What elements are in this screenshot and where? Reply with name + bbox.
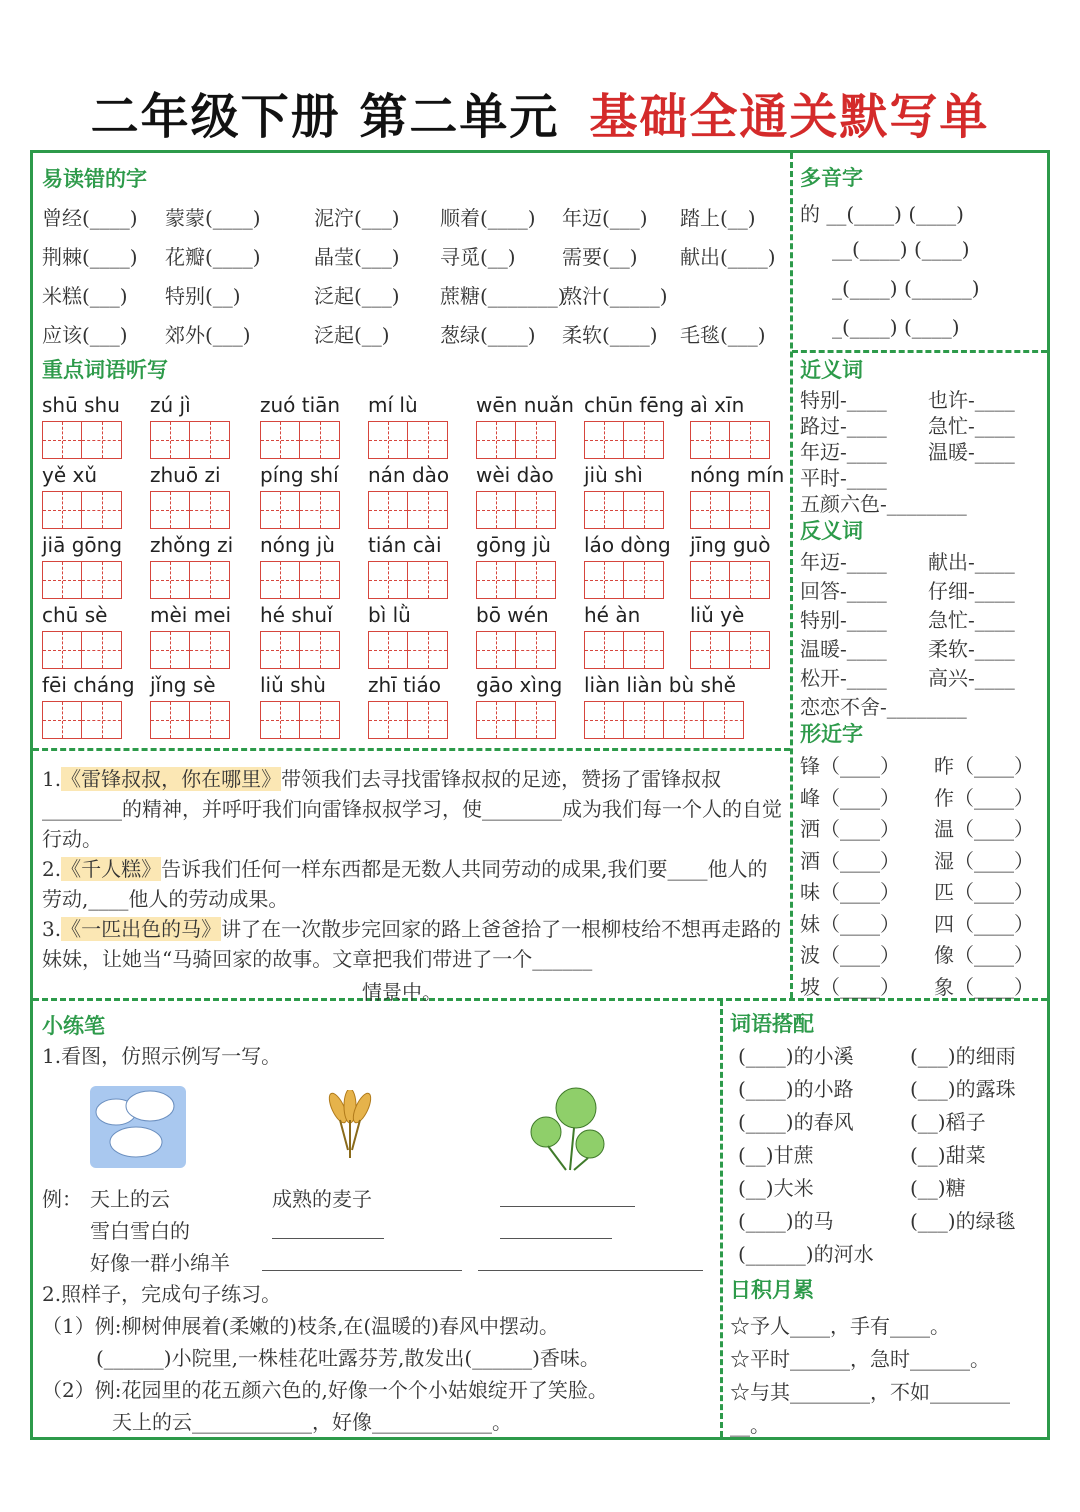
pinyin-label: nán dào — [368, 463, 450, 487]
yidu-item: 郊外(___) — [165, 323, 251, 347]
tianzige-box[interactable] — [624, 631, 664, 669]
tianzige-box-group — [690, 491, 770, 529]
tianzige-box[interactable] — [476, 421, 516, 459]
pinyin-label: zhǒng zi — [150, 533, 234, 557]
pinyin-label: jīng guò — [690, 533, 771, 557]
tianzige-box[interactable] — [260, 421, 300, 459]
tianzige-box[interactable] — [408, 491, 448, 529]
xingjin-item: 波（____） — [800, 943, 900, 967]
tianzige-box-group — [690, 421, 770, 459]
sentence-example-2: （2）例:花园里的花五颜六色的,好像一个个小姑娘绽开了笑脸。 — [42, 1378, 608, 1402]
blank-line — [500, 1238, 612, 1239]
blank-line — [500, 1206, 635, 1207]
fanyi-item: 柔软-____ — [928, 637, 1015, 661]
dapei-item: (______)的河水 — [738, 1242, 874, 1266]
pinyin-label: mèi mei — [150, 603, 232, 627]
xingjin-item: 锋（____） — [800, 754, 900, 778]
pinyin-label: gōng jù — [476, 533, 551, 557]
yidu-item: 泛起(__) — [314, 323, 390, 347]
section-title-duoyin: 多音字 — [800, 166, 863, 190]
pinyin-label: gāo xìng — [476, 673, 563, 697]
tianzige-box[interactable] — [476, 701, 516, 739]
tianzige-box-group — [584, 631, 664, 669]
fanyi-item: 高兴-____ — [928, 666, 1015, 690]
tianzige-box[interactable] — [300, 421, 340, 459]
tianzige-box-group — [42, 631, 122, 669]
dapei-item: (___)的露珠 — [910, 1077, 1016, 1101]
fanyi-item: 特别-____ — [800, 608, 887, 632]
pinyin-label: yě xǔ — [42, 463, 98, 487]
section-title-riji: 日积月累 — [730, 1278, 814, 1302]
tianzige-box-group — [150, 491, 230, 529]
dapei-item: (___)的细雨 — [910, 1044, 1016, 1068]
yidu-item: 顺着(____) — [440, 206, 536, 230]
tianzige-box-group — [690, 561, 770, 599]
tianzige-box[interactable] — [624, 421, 664, 459]
pinyin-label: nóng mín — [690, 463, 785, 487]
tianzige-box[interactable] — [150, 631, 190, 669]
tianzige-box-group — [476, 701, 556, 739]
pinyin-label: wèi dào — [476, 463, 554, 487]
tianzige-box-group — [150, 561, 230, 599]
duoyin-line: __(____) (____) — [832, 237, 970, 261]
tianzige-box[interactable] — [476, 631, 516, 669]
tianzige-box[interactable] — [690, 421, 730, 459]
jinyi-item: 急忙-____ — [928, 414, 1015, 438]
yidu-item: 蔗糖(_______) — [440, 284, 566, 308]
tianzige-box-group — [476, 491, 556, 529]
example-cloud: 天上的云 — [90, 1187, 170, 1211]
pinyin-label: jǐng sè — [150, 673, 216, 697]
tianzige-box[interactable] — [624, 701, 664, 739]
tianzige-box-group — [150, 631, 230, 669]
tianzige-box[interactable] — [300, 561, 340, 599]
tianzige-box[interactable] — [42, 421, 82, 459]
dapei-item: (__)甜菜 — [910, 1143, 986, 1167]
tianzige-box[interactable] — [300, 491, 340, 529]
pinyin-label: zuó tiān — [260, 393, 341, 417]
tianzige-box[interactable] — [476, 491, 516, 529]
tianzige-box[interactable] — [42, 701, 82, 739]
tianzige-box[interactable] — [584, 561, 624, 599]
section-title-xingjin: 形近字 — [800, 722, 863, 746]
xingjin-item: 妹（____） — [800, 911, 900, 936]
tianzige-box-group — [368, 491, 448, 529]
fanyi-item: 献出-____ — [928, 550, 1015, 574]
tianzige-box[interactable] — [476, 561, 516, 599]
tianzige-box[interactable] — [516, 491, 556, 529]
tianzige-box-group — [42, 421, 122, 459]
xingjin-item: 像（____） — [934, 943, 1034, 967]
tianzige-box[interactable] — [368, 701, 408, 739]
tianzige-box-group — [260, 421, 340, 459]
title-worksheet: 基础全通关默写单 — [589, 89, 990, 145]
xingjin-item: 作（____） — [934, 785, 1034, 810]
jinyi-item: 年迈-____ — [800, 440, 887, 464]
tianzige-box-group — [368, 561, 448, 599]
tianzige-box-group — [260, 631, 340, 669]
yidu-item: 米糕(___) — [42, 284, 128, 308]
divider-tingxie — [33, 748, 790, 751]
divider-bottom — [720, 1000, 723, 1437]
tianzige-box-group — [260, 561, 340, 599]
tianzige-box-group — [260, 701, 340, 739]
reading-item-2: 2.《千人糕》告诉我们任何一样东西都是无数人共同劳动的成果,我们要____他人的劳动,____他人的劳动成果。 — [42, 857, 768, 911]
xingjin-item: 昨（____） — [934, 754, 1034, 778]
xingjin-item: 坡（____） — [800, 974, 900, 999]
tianzige-box[interactable] — [584, 631, 624, 669]
yidu-item: 熬汁(_____) — [562, 284, 668, 308]
yidu-item: 年迈(___) — [562, 206, 648, 230]
xingjin-item: 温（____） — [934, 817, 1034, 841]
reading-item-3: 3.《一匹出色的马》讲了在一次散步完回家的路上爸爸拾了一根柳枝给不想再走路的妹妹，让她当“马骑回家的故事。文章把我们带进了一个______ — [42, 917, 782, 971]
xingjin-item: 四（____） — [934, 911, 1034, 936]
tianzige-box[interactable] — [150, 701, 190, 739]
pinyin-label: láo dòng — [584, 533, 671, 557]
jinyi-item: 平时-____ — [800, 466, 887, 490]
pinyin-label: bō wén — [476, 603, 549, 627]
divider-duoyin — [792, 350, 1047, 353]
fanyi-item: 温暖-____ — [800, 637, 887, 661]
pinyin-label: zhuō zi — [150, 463, 221, 487]
tianzige-box[interactable] — [42, 491, 82, 529]
tianzige-box[interactable] — [368, 491, 408, 529]
example-sheep: 好像一群小绵羊 — [90, 1251, 230, 1275]
tianzige-box-group — [42, 491, 122, 529]
blank-line — [478, 1270, 703, 1271]
tianzige-box-group — [476, 421, 556, 459]
yidu-item: 需要(__) — [562, 245, 638, 269]
riji-line-1: ☆予人____，手有____。 — [730, 1314, 950, 1338]
pinyin-label: chū sè — [42, 603, 108, 627]
yidu-item: 泛起(___) — [314, 284, 400, 308]
xingjin-item: 味（____） — [800, 880, 900, 904]
tianzige-box-group — [42, 561, 122, 599]
tianzige-box[interactable] — [82, 561, 122, 599]
example-snowwhite: 雪白雪白的 — [90, 1219, 190, 1243]
tianzige-box[interactable] — [190, 701, 230, 739]
sentence-task-1: (______)小院里,一株桂花吐露芬芳,散发出(______)香味。 — [96, 1346, 600, 1370]
tianzige-box-group — [368, 701, 448, 739]
pinyin-label: liǔ shù — [260, 673, 326, 697]
reading-item-1: 1.《雷锋叔叔，你在哪里》带领我们去寻找雷锋叔叔的足迹，赞扬了雷锋叔叔________的精神，并呼吁我们向雷锋叔叔学习，使________成为我们每一个人的自觉行动。 — [42, 767, 782, 851]
tianzige-box[interactable] — [690, 491, 730, 529]
tianzige-box[interactable] — [190, 561, 230, 599]
yidu-item: 荆棘(____) — [42, 245, 138, 269]
pinyin-label: zú jì — [150, 393, 191, 417]
yidu-item: 献出(____) — [680, 245, 776, 269]
tianzige-box[interactable] — [408, 631, 448, 669]
tianzige-box[interactable] — [516, 421, 556, 459]
tianzige-box[interactable] — [42, 561, 82, 599]
tianzige-box-group — [584, 701, 744, 739]
tianzige-box[interactable] — [300, 631, 340, 669]
tianzige-box[interactable] — [260, 491, 300, 529]
dapei-item: (____)的春风 — [738, 1110, 854, 1134]
yidu-item: 应该(___) — [42, 323, 128, 347]
tianzige-box-group — [42, 701, 122, 739]
dapei-item: (__)糖 — [910, 1176, 966, 1200]
fanyi-item: 仔细-____ — [928, 579, 1015, 603]
yidu-item: 泥泞(___) — [314, 206, 400, 230]
tianzige-box[interactable] — [150, 421, 190, 459]
tianzige-box-group — [260, 491, 340, 529]
lianbi-question-1: 1.看图，仿照示例写一写。 — [42, 1044, 282, 1068]
xingjin-item: 象（____） — [934, 974, 1034, 999]
example-label: 例： — [42, 1187, 82, 1211]
tianzige-box-group — [476, 631, 556, 669]
yidu-item: 葱绿(____) — [440, 323, 536, 347]
yidu-item: 特别(__) — [165, 284, 241, 308]
fanyi-item: 急忙-____ — [928, 608, 1015, 632]
tianzige-box[interactable] — [82, 491, 122, 529]
tianzige-box[interactable] — [190, 421, 230, 459]
tianzige-box[interactable] — [408, 701, 448, 739]
fanyi-item: 年迈-____ — [800, 550, 887, 574]
blank-line — [262, 1270, 462, 1271]
tianzige-box[interactable] — [516, 701, 556, 739]
yidu-item: 花瓣(____) — [165, 245, 261, 269]
tianzige-box[interactable] — [584, 701, 624, 739]
dapei-item: (____)的小溪 — [738, 1044, 854, 1068]
jinyi-item: 温暖-____ — [928, 440, 1015, 464]
divider-right-column — [790, 153, 793, 998]
pinyin-label: shū shu — [42, 393, 120, 417]
riji-line-2: ☆平时______，急时______。 — [730, 1347, 990, 1371]
xingjin-item: 洒（____） — [800, 817, 900, 841]
tianzige-box[interactable] — [260, 561, 300, 599]
section-title-jinyi: 近义词 — [800, 358, 863, 382]
sentence-example-1: （1）例:柳树伸展着(柔嫩的)枝条,在(温暖的)春风中摆动。 — [42, 1314, 560, 1338]
pinyin-label: chūn fēng — [584, 393, 685, 417]
xingjin-item: 匹（____） — [934, 880, 1034, 904]
tianzige-box-group — [368, 631, 448, 669]
tianzige-box-group — [150, 701, 230, 739]
dapei-item: (__)大米 — [738, 1176, 814, 1200]
tianzige-box[interactable] — [190, 491, 230, 529]
riji-line-3: ☆与其________，不如________ — [730, 1380, 1010, 1404]
jinyi-item: 也许-____ — [928, 388, 1015, 412]
section-title-yidu: 易读错的字 — [42, 167, 147, 191]
pinyin-label: jiā gōng — [42, 533, 123, 557]
fanyi-item: 回答-____ — [800, 579, 887, 603]
riji-line-4: __。 — [730, 1413, 770, 1437]
title-grade-unit: 二年级下册 第二单元 — [90, 89, 560, 145]
dapei-item: (____)的小路 — [738, 1077, 854, 1101]
wheat-picture — [318, 1090, 380, 1160]
tianzige-box[interactable] — [704, 701, 744, 739]
yidu-item: 蒙蒙(____) — [165, 206, 261, 230]
pinyin-label: fēi cháng — [42, 673, 135, 697]
tianzige-box[interactable] — [368, 631, 408, 669]
jinyi-item: 特别-____ — [800, 388, 887, 412]
section-title-tingxie: 重点词语听写 — [42, 358, 168, 382]
reading-item-3-end: 情景中。 — [362, 980, 442, 1004]
tianzige-box[interactable] — [82, 631, 122, 669]
cloud-picture — [88, 1082, 188, 1172]
dapei-item: (__)甘蔗 — [738, 1143, 814, 1167]
tianzige-box[interactable] — [408, 561, 448, 599]
pinyin-label: bì lǜ — [368, 603, 411, 627]
xingjin-item: 湿（____） — [934, 848, 1034, 873]
tianzige-box[interactable] — [584, 491, 624, 529]
tianzige-box[interactable] — [82, 421, 122, 459]
tianzige-box-group — [584, 561, 664, 599]
pinyin-label: zhī tiáo — [368, 673, 441, 697]
duoyin-line: 的 __(____) (____) — [800, 202, 964, 226]
jinyi-item: 五颜六色-________ — [800, 492, 967, 516]
pinyin-label: aì xīn — [690, 393, 745, 417]
yidu-item: 晶莹(___) — [314, 245, 400, 269]
tianzige-box[interactable] — [584, 421, 624, 459]
fanyi-item: 恋恋不舍-________ — [800, 695, 967, 719]
tianzige-box-group — [690, 631, 770, 669]
tianzige-box[interactable] — [690, 561, 730, 599]
tianzige-box[interactable] — [730, 491, 770, 529]
tianzige-box[interactable] — [150, 491, 190, 529]
pinyin-label: liàn liàn bù shě — [584, 673, 736, 697]
tianzige-box[interactable] — [624, 491, 664, 529]
duoyin-line: _(____) (______) — [832, 276, 980, 300]
tianzige-box[interactable] — [730, 421, 770, 459]
jinyi-item: 路过-____ — [800, 414, 887, 438]
tianzige-box[interactable] — [260, 631, 300, 669]
tianzige-box[interactable] — [730, 631, 770, 669]
tianzige-box[interactable] — [368, 421, 408, 459]
yidu-item: 曾经(____) — [42, 206, 138, 230]
pinyin-label: hé shuǐ — [260, 603, 333, 627]
section-title-dapei: 词语搭配 — [730, 1012, 814, 1036]
pinyin-label: liǔ yè — [690, 603, 745, 627]
duoyin-line: _(____) (____) — [832, 315, 960, 339]
pinyin-label: tián cài — [368, 533, 442, 557]
xingjin-item: 峰（____） — [800, 785, 900, 810]
dapei-item: (____)的马 — [738, 1209, 834, 1233]
dapei-item: (___)的绿毯 — [910, 1209, 1016, 1233]
tianzige-box[interactable] — [408, 421, 448, 459]
pinyin-label: hé àn — [584, 603, 641, 627]
tianzige-box[interactable] — [42, 631, 82, 669]
pinyin-label: jiù shì — [584, 463, 643, 487]
tianzige-box-group — [368, 421, 448, 459]
pinyin-label: píng shí — [260, 463, 339, 487]
tianzige-box-group — [476, 561, 556, 599]
tianzige-box[interactable] — [516, 631, 556, 669]
tianzige-box[interactable] — [368, 561, 408, 599]
tianzige-box[interactable] — [624, 561, 664, 599]
tianzige-box-group — [584, 491, 664, 529]
tianzige-box[interactable] — [260, 701, 300, 739]
tianzige-box[interactable] — [516, 561, 556, 599]
tianzige-box-group — [150, 421, 230, 459]
pinyin-label: mí lù — [368, 393, 418, 417]
blank-line — [272, 1238, 384, 1239]
pinyin-label: wēn nuǎn — [476, 393, 574, 417]
sentence-task-2: 天上的云____________，好像____________。 — [112, 1410, 512, 1434]
page-title — [0, 78, 1080, 148]
tianzige-box[interactable] — [300, 701, 340, 739]
yidu-item: 毛毯(___) — [680, 323, 766, 347]
yidu-item: 寻觅(__) — [440, 245, 516, 269]
yidu-item: 柔软(____) — [562, 323, 658, 347]
tianzige-box-group — [584, 421, 664, 459]
xingjin-item: 酒（____） — [800, 848, 900, 873]
section-title-lianbi: 小练笔 — [42, 1014, 105, 1038]
tianzige-box[interactable] — [82, 701, 122, 739]
tianzige-box[interactable] — [150, 561, 190, 599]
tianzige-box[interactable] — [664, 701, 704, 739]
tianzige-box[interactable] — [190, 631, 230, 669]
tianzige-box[interactable] — [690, 631, 730, 669]
wheat-caption: 成熟的麦子 — [272, 1187, 372, 1211]
fanyi-item: 松开-____ — [800, 666, 887, 690]
lianbi-question-2: 2.照样子，完成句子练习。 — [42, 1282, 282, 1306]
pinyin-label: nóng jù — [260, 533, 335, 557]
section-title-fanyi: 反义词 — [800, 519, 863, 543]
yidu-item: 踏上(__) — [680, 206, 756, 230]
lotus-leaf-picture — [526, 1084, 616, 1172]
tianzige-box[interactable] — [730, 561, 770, 599]
dapei-item: (__)稻子 — [910, 1110, 986, 1134]
